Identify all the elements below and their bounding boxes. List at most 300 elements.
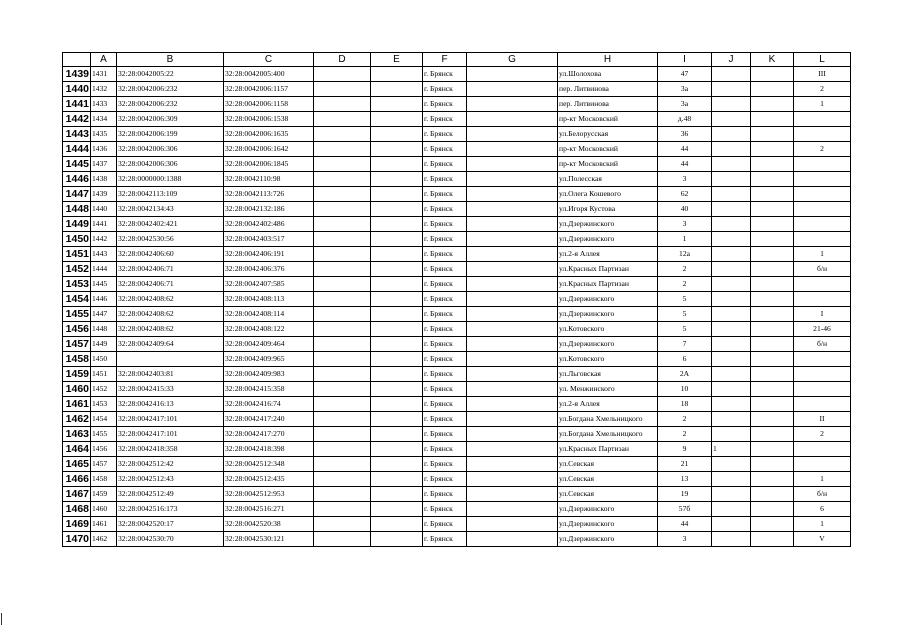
cell-d[interactable] <box>314 352 371 367</box>
cell-g[interactable] <box>467 487 558 502</box>
cell-j[interactable] <box>712 412 751 427</box>
cell-l[interactable]: 6 <box>794 502 851 517</box>
column-header-f[interactable]: F <box>423 53 467 67</box>
cell-e[interactable] <box>371 352 423 367</box>
cell-e[interactable] <box>371 187 423 202</box>
cell-e[interactable] <box>371 517 423 532</box>
cell-f[interactable]: г. Брянск <box>423 337 467 352</box>
cell-h[interactable]: ул.Дзержинского <box>558 337 658 352</box>
cell-i[interactable]: 57б <box>658 502 712 517</box>
cell-k[interactable] <box>751 187 794 202</box>
cell-e[interactable] <box>371 172 423 187</box>
cell-g[interactable] <box>467 307 558 322</box>
cell-b[interactable]: 32:28:0042408:62 <box>117 307 224 322</box>
cell-e[interactable] <box>371 322 423 337</box>
cell-a[interactable]: 1455 <box>91 427 117 442</box>
cell-f[interactable]: г. Брянск <box>423 487 467 502</box>
cell-a[interactable]: 1433 <box>91 97 117 112</box>
cell-c[interactable]: 32:28:0042006:1635 <box>224 127 314 142</box>
cell-g[interactable] <box>467 517 558 532</box>
cell-j[interactable] <box>712 277 751 292</box>
cell-k[interactable] <box>751 382 794 397</box>
cell-b[interactable]: 32:28:0042530:56 <box>117 232 224 247</box>
cell-f[interactable]: г. Брянск <box>423 142 467 157</box>
cell-h[interactable]: пр-кт Московский <box>558 112 658 127</box>
cell-d[interactable] <box>314 97 371 112</box>
cell-e[interactable] <box>371 97 423 112</box>
cell-i[interactable]: 13 <box>658 472 712 487</box>
cell-f[interactable]: г. Брянск <box>423 217 467 232</box>
cell-c[interactable]: 32:28:0042416:74 <box>224 397 314 412</box>
cell-c[interactable]: 32:28:0042406:191 <box>224 247 314 262</box>
cell-e[interactable] <box>371 232 423 247</box>
cell-e[interactable] <box>371 277 423 292</box>
cell-i[interactable]: 44 <box>658 142 712 157</box>
cell-h[interactable]: ул.Дзержинского <box>558 532 658 547</box>
cell-a[interactable]: 1445 <box>91 277 117 292</box>
cell-h[interactable]: пер. Литвинова <box>558 97 658 112</box>
cell-a[interactable]: 1440 <box>91 202 117 217</box>
cell-i[interactable]: 18 <box>658 397 712 412</box>
cell-g[interactable] <box>467 532 558 547</box>
row-number[interactable]: 1447 <box>63 187 91 202</box>
cell-d[interactable] <box>314 292 371 307</box>
row-number[interactable]: 1458 <box>63 352 91 367</box>
cell-h[interactable]: пр-кт Московский <box>558 157 658 172</box>
cell-l[interactable]: II <box>794 412 851 427</box>
cell-c[interactable]: 32:28:0042006:1538 <box>224 112 314 127</box>
cell-a[interactable]: 1438 <box>91 172 117 187</box>
cell-k[interactable] <box>751 97 794 112</box>
cell-j[interactable] <box>712 82 751 97</box>
cell-i[interactable]: 36 <box>658 127 712 142</box>
cell-c[interactable]: 32:28:0042006:1845 <box>224 157 314 172</box>
cell-i[interactable]: 2 <box>658 277 712 292</box>
cell-a[interactable]: 1442 <box>91 232 117 247</box>
cell-k[interactable] <box>751 412 794 427</box>
cell-j[interactable] <box>712 292 751 307</box>
cell-i[interactable]: 2А <box>658 367 712 382</box>
cell-g[interactable] <box>467 127 558 142</box>
cell-c[interactable]: 32:28:0042005:400 <box>224 67 314 82</box>
cell-j[interactable] <box>712 472 751 487</box>
column-header-j[interactable]: J <box>712 53 751 67</box>
cell-a[interactable]: 1456 <box>91 442 117 457</box>
cell-a[interactable]: 1458 <box>91 472 117 487</box>
cell-j[interactable] <box>712 307 751 322</box>
cell-j[interactable] <box>712 487 751 502</box>
cell-l[interactable]: I <box>794 307 851 322</box>
corner-cell[interactable] <box>63 53 91 67</box>
cell-l[interactable]: 2 <box>794 427 851 442</box>
cell-f[interactable]: г. Брянск <box>423 97 467 112</box>
cell-g[interactable] <box>467 292 558 307</box>
cell-k[interactable] <box>751 232 794 247</box>
row-number[interactable]: 1448 <box>63 202 91 217</box>
row-number[interactable]: 1444 <box>63 142 91 157</box>
cell-b[interactable]: 32:28:0042512:42 <box>117 457 224 472</box>
cell-e[interactable] <box>371 442 423 457</box>
cell-e[interactable] <box>371 67 423 82</box>
cell-f[interactable]: г. Брянск <box>423 367 467 382</box>
cell-l[interactable] <box>794 397 851 412</box>
cell-g[interactable] <box>467 217 558 232</box>
cell-h[interactable]: ул.Дзержинского <box>558 517 658 532</box>
cell-d[interactable] <box>314 277 371 292</box>
row-number[interactable]: 1439 <box>63 67 91 82</box>
cell-f[interactable]: г. Брянск <box>423 82 467 97</box>
cell-a[interactable]: 1451 <box>91 367 117 382</box>
cell-i[interactable]: 3 <box>658 217 712 232</box>
cell-h[interactable]: ул.Дзержинского <box>558 307 658 322</box>
row-number[interactable]: 1465 <box>63 457 91 472</box>
cell-a[interactable]: 1447 <box>91 307 117 322</box>
cell-a[interactable]: 1446 <box>91 292 117 307</box>
cell-c[interactable]: 32:28:0042409:983 <box>224 367 314 382</box>
cell-d[interactable] <box>314 232 371 247</box>
cell-e[interactable] <box>371 487 423 502</box>
cell-j[interactable] <box>712 367 751 382</box>
cell-d[interactable] <box>314 247 371 262</box>
row-number[interactable]: 1442 <box>63 112 91 127</box>
cell-k[interactable] <box>751 337 794 352</box>
row-number[interactable]: 1466 <box>63 472 91 487</box>
cell-d[interactable] <box>314 82 371 97</box>
cell-j[interactable] <box>712 352 751 367</box>
cell-h[interactable]: ул.Красных Партизан <box>558 277 658 292</box>
cell-e[interactable] <box>371 292 423 307</box>
cell-c[interactable]: 32:28:0042402:486 <box>224 217 314 232</box>
cell-a[interactable]: 1441 <box>91 217 117 232</box>
cell-k[interactable] <box>751 397 794 412</box>
cell-e[interactable] <box>371 307 423 322</box>
cell-a[interactable]: 1444 <box>91 262 117 277</box>
cell-g[interactable] <box>467 97 558 112</box>
cell-l[interactable]: 1 <box>794 472 851 487</box>
cell-f[interactable]: г. Брянск <box>423 412 467 427</box>
cell-c[interactable]: 32:28:0042512:435 <box>224 472 314 487</box>
cell-k[interactable] <box>751 322 794 337</box>
cell-b[interactable]: 32:28:0042006:306 <box>117 142 224 157</box>
cell-b[interactable]: 32:28:0042512:43 <box>117 472 224 487</box>
cell-l[interactable] <box>794 157 851 172</box>
cell-g[interactable] <box>467 502 558 517</box>
cell-c[interactable]: 32:28:0042415:358 <box>224 382 314 397</box>
cell-f[interactable]: г. Брянск <box>423 382 467 397</box>
cell-l[interactable] <box>794 292 851 307</box>
cell-c[interactable]: 32:28:0042512:953 <box>224 487 314 502</box>
cell-i[interactable]: 2 <box>658 427 712 442</box>
cell-a[interactable]: 1437 <box>91 157 117 172</box>
column-header-b[interactable]: B <box>117 53 224 67</box>
cell-f[interactable]: г. Брянск <box>423 517 467 532</box>
cell-f[interactable]: г. Брянск <box>423 247 467 262</box>
cell-g[interactable] <box>467 442 558 457</box>
cell-c[interactable]: 32:28:0042408:122 <box>224 322 314 337</box>
cell-h[interactable]: ул.Белорусская <box>558 127 658 142</box>
row-number[interactable]: 1452 <box>63 262 91 277</box>
cell-l[interactable]: б/н <box>794 337 851 352</box>
cell-c[interactable]: 32:28:0042113:726 <box>224 187 314 202</box>
cell-f[interactable]: г. Брянск <box>423 427 467 442</box>
cell-j[interactable] <box>712 187 751 202</box>
cell-i[interactable]: 1 <box>658 232 712 247</box>
cell-f[interactable]: г. Брянск <box>423 397 467 412</box>
cell-c[interactable]: 32:28:0042110:98 <box>224 172 314 187</box>
cell-j[interactable] <box>712 67 751 82</box>
cell-l[interactable]: б/н <box>794 487 851 502</box>
cell-f[interactable]: г. Брянск <box>423 112 467 127</box>
column-header-i[interactable]: I <box>658 53 712 67</box>
cell-h[interactable]: ул.Красных Партизан <box>558 442 658 457</box>
cell-k[interactable] <box>751 487 794 502</box>
cell-k[interactable] <box>751 502 794 517</box>
cell-l[interactable] <box>794 382 851 397</box>
row-number[interactable]: 1461 <box>63 397 91 412</box>
cell-j[interactable] <box>712 172 751 187</box>
cell-c[interactable]: 32:28:0042409:965 <box>224 352 314 367</box>
cell-b[interactable]: 32:28:0042006:232 <box>117 97 224 112</box>
cell-l[interactable] <box>794 127 851 142</box>
cell-e[interactable] <box>371 337 423 352</box>
cell-l[interactable] <box>794 112 851 127</box>
cell-j[interactable] <box>712 382 751 397</box>
cell-g[interactable] <box>467 142 558 157</box>
cell-a[interactable]: 1434 <box>91 112 117 127</box>
cell-a[interactable]: 1435 <box>91 127 117 142</box>
cell-i[interactable]: 47 <box>658 67 712 82</box>
cell-b[interactable]: 32:28:0000000:1388 <box>117 172 224 187</box>
cell-l[interactable] <box>794 457 851 472</box>
cell-b[interactable]: 32:28:0042006:232 <box>117 82 224 97</box>
cell-j[interactable] <box>712 217 751 232</box>
cell-i[interactable]: 2 <box>658 412 712 427</box>
cell-b[interactable]: 32:28:0042416:13 <box>117 397 224 412</box>
cell-c[interactable]: 32:28:0042409:464 <box>224 337 314 352</box>
row-number[interactable]: 1451 <box>63 247 91 262</box>
cell-e[interactable] <box>371 157 423 172</box>
cell-a[interactable]: 1461 <box>91 517 117 532</box>
cell-b[interactable]: 32:28:0042408:62 <box>117 322 224 337</box>
cell-i[interactable]: 5 <box>658 322 712 337</box>
cell-l[interactable] <box>794 202 851 217</box>
cell-i[interactable]: д.48 <box>658 112 712 127</box>
cell-g[interactable] <box>467 262 558 277</box>
cell-h[interactable]: пер. Литвинова <box>558 82 658 97</box>
cell-f[interactable]: г. Брянск <box>423 202 467 217</box>
cell-l[interactable] <box>794 187 851 202</box>
cell-l[interactable]: 1 <box>794 517 851 532</box>
row-number[interactable]: 1446 <box>63 172 91 187</box>
cell-e[interactable] <box>371 262 423 277</box>
cell-k[interactable] <box>751 442 794 457</box>
cell-b[interactable]: 32:28:0042006:199 <box>117 127 224 142</box>
cell-a[interactable]: 1450 <box>91 352 117 367</box>
cell-d[interactable] <box>314 337 371 352</box>
cell-k[interactable] <box>751 112 794 127</box>
cell-f[interactable]: г. Брянск <box>423 322 467 337</box>
cell-a[interactable]: 1439 <box>91 187 117 202</box>
cell-a[interactable]: 1454 <box>91 412 117 427</box>
cell-c[interactable]: 32:28:0042408:113 <box>224 292 314 307</box>
row-number[interactable]: 1460 <box>63 382 91 397</box>
cell-g[interactable] <box>467 232 558 247</box>
cell-k[interactable] <box>751 172 794 187</box>
cell-h[interactable]: ул.Котовского <box>558 322 658 337</box>
cell-b[interactable]: 32:28:0042402:421 <box>117 217 224 232</box>
cell-h[interactable]: ул.Дзержинского <box>558 217 658 232</box>
cell-f[interactable]: г. Брянск <box>423 502 467 517</box>
cell-i[interactable]: 3 <box>658 172 712 187</box>
cell-e[interactable] <box>371 112 423 127</box>
cell-h[interactable]: ул.Полесская <box>558 172 658 187</box>
cell-f[interactable]: г. Брянск <box>423 67 467 82</box>
cell-d[interactable] <box>314 202 371 217</box>
cell-c[interactable]: 32:28:0042408:114 <box>224 307 314 322</box>
cell-d[interactable] <box>314 382 371 397</box>
cell-b[interactable]: 32:28:0042417:101 <box>117 412 224 427</box>
cell-f[interactable]: г. Брянск <box>423 172 467 187</box>
cell-i[interactable]: 12а <box>658 247 712 262</box>
cell-h[interactable]: ул.Дзержинского <box>558 502 658 517</box>
column-header-l[interactable]: L <box>794 53 851 67</box>
cell-b[interactable]: 32:28:0042005:22 <box>117 67 224 82</box>
cell-d[interactable] <box>314 217 371 232</box>
cell-b[interactable]: 32:28:0042520:17 <box>117 517 224 532</box>
cell-i[interactable]: 44 <box>658 517 712 532</box>
cell-e[interactable] <box>371 397 423 412</box>
cell-l[interactable]: V <box>794 532 851 547</box>
column-header-c[interactable]: C <box>224 53 314 67</box>
cell-e[interactable] <box>371 412 423 427</box>
cell-b[interactable]: 32:28:0042415:33 <box>117 382 224 397</box>
cell-c[interactable]: 32:28:0042006:1642 <box>224 142 314 157</box>
cell-c[interactable]: 32:28:0042417:270 <box>224 427 314 442</box>
cell-i[interactable]: 40 <box>658 202 712 217</box>
cell-k[interactable] <box>751 352 794 367</box>
cell-a[interactable]: 1448 <box>91 322 117 337</box>
cell-f[interactable]: г. Брянск <box>423 457 467 472</box>
row-number[interactable]: 1464 <box>63 442 91 457</box>
row-number[interactable]: 1455 <box>63 307 91 322</box>
cell-a[interactable]: 1449 <box>91 337 117 352</box>
cell-k[interactable] <box>751 292 794 307</box>
cell-a[interactable]: 1452 <box>91 382 117 397</box>
cell-l[interactable]: 2 <box>794 142 851 157</box>
cell-k[interactable] <box>751 367 794 382</box>
cell-d[interactable] <box>314 427 371 442</box>
row-number[interactable]: 1469 <box>63 517 91 532</box>
cell-d[interactable] <box>314 67 371 82</box>
cell-g[interactable] <box>467 187 558 202</box>
cell-g[interactable] <box>467 472 558 487</box>
cell-i[interactable]: 2 <box>658 262 712 277</box>
cell-a[interactable]: 1457 <box>91 457 117 472</box>
cell-e[interactable] <box>371 472 423 487</box>
cell-g[interactable] <box>467 112 558 127</box>
cell-f[interactable]: г. Брянск <box>423 277 467 292</box>
cell-a[interactable]: 1453 <box>91 397 117 412</box>
cell-k[interactable] <box>751 127 794 142</box>
cell-f[interactable]: г. Брянск <box>423 232 467 247</box>
cell-h[interactable]: ул.Дзержинского <box>558 232 658 247</box>
cell-g[interactable] <box>467 382 558 397</box>
row-number[interactable]: 1468 <box>63 502 91 517</box>
cell-f[interactable]: г. Брянск <box>423 127 467 142</box>
cell-h[interactable]: ул.Шолохова <box>558 67 658 82</box>
cell-e[interactable] <box>371 202 423 217</box>
cell-a[interactable]: 1462 <box>91 532 117 547</box>
row-number[interactable]: 1449 <box>63 217 91 232</box>
cell-b[interactable] <box>117 352 224 367</box>
cell-d[interactable] <box>314 112 371 127</box>
cell-i[interactable]: 3а <box>658 97 712 112</box>
cell-f[interactable]: г. Брянск <box>423 262 467 277</box>
cell-l[interactable] <box>794 172 851 187</box>
cell-j[interactable] <box>712 202 751 217</box>
cell-e[interactable] <box>371 82 423 97</box>
cell-b[interactable]: 32:28:0042403:81 <box>117 367 224 382</box>
cell-j[interactable] <box>712 127 751 142</box>
cell-b[interactable]: 32:28:0042406:71 <box>117 277 224 292</box>
cell-l[interactable] <box>794 232 851 247</box>
cell-f[interactable]: г. Брянск <box>423 307 467 322</box>
cell-k[interactable] <box>751 217 794 232</box>
cell-j[interactable] <box>712 112 751 127</box>
cell-j[interactable] <box>712 232 751 247</box>
cell-b[interactable]: 32:28:0042134:43 <box>117 202 224 217</box>
cell-k[interactable] <box>751 262 794 277</box>
cell-c[interactable]: 32:28:0042006:1157 <box>224 82 314 97</box>
row-number[interactable]: 1453 <box>63 277 91 292</box>
cell-d[interactable] <box>314 457 371 472</box>
column-header-h[interactable]: H <box>558 53 658 67</box>
cell-e[interactable] <box>371 532 423 547</box>
cell-d[interactable] <box>314 322 371 337</box>
cell-h[interactable]: ул.Олега Кошевого <box>558 187 658 202</box>
cell-k[interactable] <box>751 427 794 442</box>
cell-h[interactable]: ул.Севская <box>558 457 658 472</box>
cell-e[interactable] <box>371 382 423 397</box>
cell-c[interactable]: 32:28:0042006:1158 <box>224 97 314 112</box>
cell-d[interactable] <box>314 157 371 172</box>
cell-i[interactable]: 3 <box>658 532 712 547</box>
cell-f[interactable]: г. Брянск <box>423 187 467 202</box>
column-header-d[interactable]: D <box>314 53 371 67</box>
cell-h[interactable]: ул.2-я Аллея <box>558 247 658 262</box>
cell-h[interactable]: ул.Льговская <box>558 367 658 382</box>
cell-d[interactable] <box>314 412 371 427</box>
row-number[interactable]: 1463 <box>63 427 91 442</box>
cell-a[interactable]: 1431 <box>91 67 117 82</box>
column-header-e[interactable]: E <box>371 53 423 67</box>
cell-l[interactable] <box>794 277 851 292</box>
cell-g[interactable] <box>467 337 558 352</box>
cell-j[interactable] <box>712 502 751 517</box>
row-number[interactable]: 1450 <box>63 232 91 247</box>
cell-e[interactable] <box>371 127 423 142</box>
cell-a[interactable]: 1432 <box>91 82 117 97</box>
cell-f[interactable]: г. Брянск <box>423 157 467 172</box>
cell-b[interactable]: 32:28:0042113:109 <box>117 187 224 202</box>
cell-l[interactable] <box>794 367 851 382</box>
cell-g[interactable] <box>467 397 558 412</box>
cell-b[interactable]: 32:28:0042406:71 <box>117 262 224 277</box>
cell-d[interactable] <box>314 532 371 547</box>
cell-g[interactable] <box>467 352 558 367</box>
cell-b[interactable]: 32:28:0042006:306 <box>117 157 224 172</box>
cell-i[interactable]: 19 <box>658 487 712 502</box>
